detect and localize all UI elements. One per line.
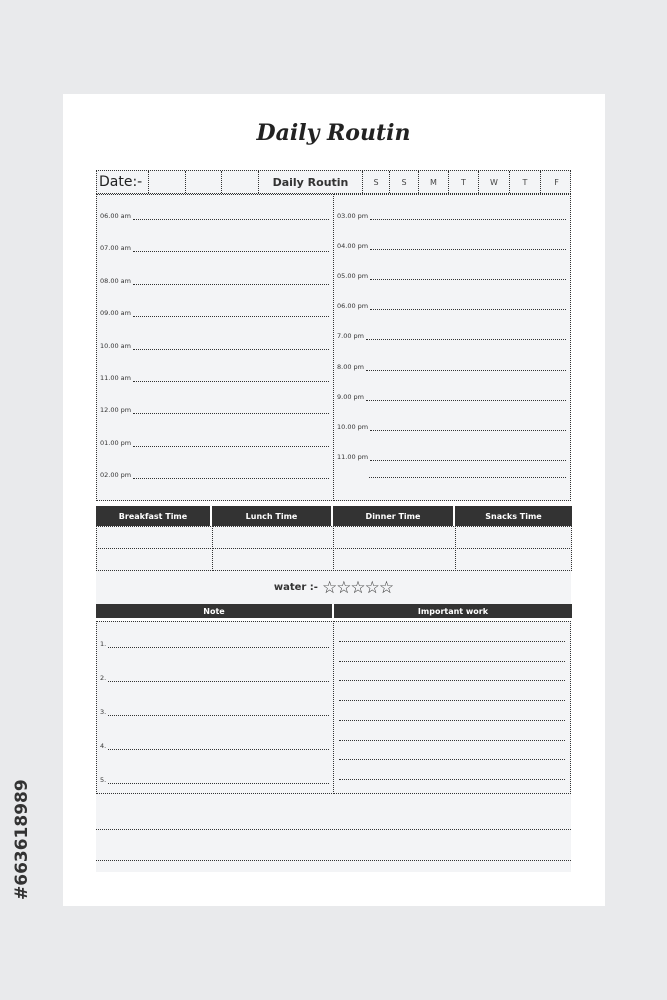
writing-line bbox=[108, 748, 329, 750]
meal-header bbox=[96, 506, 572, 526]
time-row[interactable] bbox=[337, 423, 566, 431]
writing-line bbox=[370, 429, 566, 431]
meal-cell[interactable] bbox=[212, 526, 334, 549]
time-label: 9.00 pm bbox=[337, 392, 364, 401]
writing-line bbox=[133, 445, 329, 447]
writing-line bbox=[133, 348, 329, 350]
writing-line bbox=[133, 315, 329, 317]
important-work-line bbox=[339, 680, 565, 681]
time-row[interactable] bbox=[337, 393, 566, 401]
meal-cell[interactable] bbox=[455, 526, 572, 549]
important-work-line bbox=[339, 779, 565, 780]
time-label: 10.00 am bbox=[100, 341, 131, 350]
time-row[interactable] bbox=[100, 439, 329, 447]
time-label: 10.00 pm bbox=[337, 422, 369, 431]
water-star-icons[interactable]: ☆☆☆☆☆ bbox=[321, 577, 394, 598]
time-label: 09.00 am bbox=[100, 309, 131, 318]
meal-dinner: Dinner Time bbox=[333, 506, 455, 526]
writing-line bbox=[108, 646, 329, 648]
note-title: Note bbox=[96, 604, 334, 618]
water-label: water :- bbox=[273, 582, 318, 593]
date-blank[interactable] bbox=[149, 171, 186, 193]
day-cell[interactable]: F bbox=[554, 177, 559, 187]
writing-line bbox=[366, 399, 566, 401]
time-label: 02.00 pm bbox=[100, 471, 132, 480]
note-number: 2. bbox=[100, 674, 107, 682]
date-label: Date:- bbox=[97, 171, 149, 193]
time-row[interactable] bbox=[337, 332, 566, 340]
important-work-line bbox=[339, 700, 565, 701]
day-cell[interactable]: T bbox=[449, 171, 479, 193]
writing-line bbox=[370, 218, 566, 220]
writing-line bbox=[370, 459, 566, 461]
writing-line bbox=[133, 412, 329, 414]
extra-line bbox=[96, 829, 571, 830]
time-label: 08.00 am bbox=[100, 276, 131, 285]
header-row bbox=[96, 170, 571, 194]
time-row[interactable] bbox=[337, 453, 566, 461]
writing-line bbox=[108, 714, 329, 716]
time-row[interactable] bbox=[100, 309, 329, 317]
note-number: 3. bbox=[100, 708, 107, 716]
meal-cell[interactable] bbox=[333, 526, 456, 549]
time-row[interactable] bbox=[100, 471, 329, 479]
time-label: 07.00 am bbox=[100, 244, 131, 253]
important-work-box[interactable] bbox=[333, 621, 571, 794]
day-cell[interactable]: M bbox=[419, 171, 449, 193]
time-row[interactable] bbox=[100, 374, 329, 382]
time-row[interactable] bbox=[337, 363, 566, 371]
writing-line bbox=[366, 338, 566, 340]
time-label: 11.00 pm bbox=[337, 452, 369, 461]
water-tracker bbox=[96, 571, 571, 604]
stock-id bbox=[8, 760, 34, 900]
time-row[interactable] bbox=[337, 212, 566, 220]
important-work-title: Important work bbox=[334, 604, 572, 618]
day-cell[interactable]: T bbox=[510, 171, 541, 193]
time-row[interactable] bbox=[100, 406, 329, 414]
meal-snacks: Snacks Time bbox=[455, 506, 572, 526]
date-blank[interactable] bbox=[222, 171, 259, 193]
time-label: 06.00 am bbox=[100, 212, 131, 220]
note-number: 5. bbox=[100, 776, 107, 784]
time-label: 01.00 pm bbox=[100, 438, 132, 447]
time-label: 03.00 pm bbox=[337, 212, 369, 220]
writing-line bbox=[133, 477, 329, 479]
meal-lunch: Lunch Time bbox=[212, 506, 333, 526]
note-number: 1. bbox=[100, 640, 107, 648]
meal-cell[interactable] bbox=[96, 526, 213, 549]
meal-cell[interactable] bbox=[96, 548, 213, 571]
writing-line bbox=[370, 278, 566, 280]
time-row[interactable] bbox=[100, 342, 329, 350]
time-label: 12.00 pm bbox=[100, 406, 132, 415]
writing-line bbox=[133, 250, 329, 252]
extra-line bbox=[96, 860, 571, 861]
meal-cell[interactable] bbox=[333, 548, 456, 571]
day-cell[interactable]: W bbox=[479, 171, 510, 193]
time-row[interactable] bbox=[337, 302, 566, 310]
writing-line bbox=[108, 680, 329, 682]
note-item[interactable] bbox=[100, 636, 329, 648]
page-title: Daily Routin bbox=[256, 120, 411, 146]
note-item[interactable] bbox=[100, 670, 329, 682]
time-label: 8.00 pm bbox=[337, 362, 364, 371]
writing-line bbox=[133, 283, 329, 285]
time-row[interactable] bbox=[100, 244, 329, 252]
day-cell[interactable]: S bbox=[390, 171, 419, 193]
time-label: 7.00 pm bbox=[337, 332, 364, 341]
stock-id-text: #663618989 bbox=[12, 779, 32, 900]
time-row[interactable] bbox=[100, 277, 329, 285]
note-item[interactable] bbox=[100, 738, 329, 750]
time-label: 11.00 am bbox=[100, 374, 131, 382]
meal-cell[interactable] bbox=[212, 548, 334, 571]
writing-line bbox=[133, 218, 329, 220]
writing-line bbox=[366, 369, 566, 371]
note-number: 4. bbox=[100, 742, 107, 750]
time-row[interactable] bbox=[337, 272, 566, 280]
important-work-line bbox=[339, 740, 565, 741]
important-work-line bbox=[339, 759, 565, 760]
meal-cell[interactable] bbox=[455, 548, 572, 571]
time-row[interactable] bbox=[100, 212, 329, 220]
writing-line bbox=[369, 477, 566, 478]
day-cell[interactable]: S bbox=[363, 171, 390, 193]
daily-routin-label: Daily Routin bbox=[259, 171, 363, 193]
time-label: 04.00 pm bbox=[337, 242, 369, 251]
writing-line bbox=[370, 248, 566, 250]
date-blank[interactable] bbox=[186, 171, 222, 193]
time-label: 05.00 pm bbox=[337, 272, 369, 281]
important-work-line bbox=[339, 720, 565, 721]
time-label: 06.00 pm bbox=[337, 302, 369, 311]
writing-line bbox=[108, 782, 329, 784]
writing-line bbox=[133, 380, 329, 382]
writing-line bbox=[370, 308, 566, 310]
important-work-line bbox=[339, 661, 565, 662]
important-work-line bbox=[339, 641, 565, 642]
note-item[interactable] bbox=[100, 772, 329, 784]
note-item[interactable] bbox=[100, 704, 329, 716]
meal-breakfast: Breakfast Time bbox=[96, 506, 212, 526]
notes-header bbox=[96, 604, 572, 618]
time-row[interactable] bbox=[337, 242, 566, 250]
